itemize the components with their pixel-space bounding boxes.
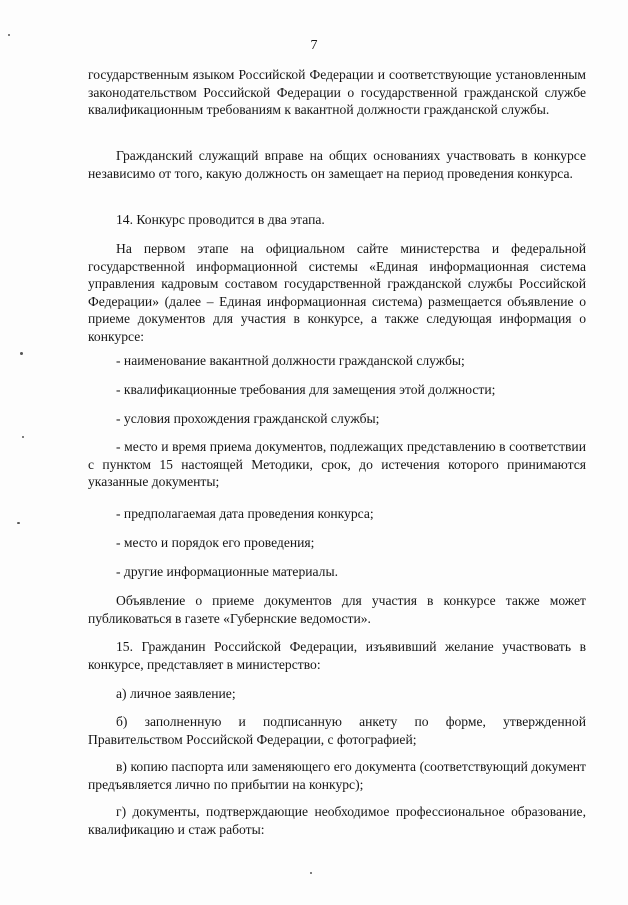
scan-speck	[310, 872, 312, 874]
list-item-contest-date: - предполагаемая дата проведения конкурса;	[116, 506, 374, 521]
scan-speck	[22, 436, 24, 438]
scan-speck	[8, 34, 10, 36]
page-number: 7	[310, 38, 318, 53]
list-item-place-and-procedure: - место и порядок его проведения;	[116, 535, 315, 550]
list-item-place-and-time: - место и время приема документов, подлежащих представлению в соответствии с пунктом 15 настоящей Методики, срок, до истечения которого принимаются указанные документы;	[88, 439, 586, 490]
paragraph-14: 14. Конкурс проводится в два этапа.	[116, 212, 325, 227]
paragraph-continuation: государственным языком Российской Федерации и соответствующие установленным законодательством Российской Федерации о государственной гражданской службе квалификационным требованиям к вакантной должности гражданской службы.	[88, 67, 586, 118]
list-item-g: г) документы, подтверждающие необходимое профессиональное образование, квалификацию и стаж работы:	[88, 804, 586, 837]
list-item-v: в) копию паспорта или заменяющего его документа (соответствующий документ предъявляется лично по прибытии на конкурс);	[88, 759, 586, 792]
list-item-qualification: - квалификационные требования для замещения этой должности;	[116, 382, 496, 397]
scan-speck	[20, 352, 23, 355]
paragraph-newspaper: Объявление о приеме документов для участия в конкурсе также может публиковаться в газете «Губернские ведомости».	[88, 593, 586, 626]
scan-speck	[17, 522, 20, 524]
paragraph-civil-servant-right: Гражданский служащий вправе на общих основаниях участвовать в конкурсе независимо от того, какую должность он замещает на период проведения конкурса.	[88, 148, 586, 181]
paragraph-first-stage: На первом этапе на официальном сайте министерства и федеральной государственной информационной системы «Единая информационная система управления кадровым составом государственной гражданской службы Российской Федерации» (далее – Единая информационная система) размещается объявление о приеме документов для участия в конкурсе, а также следующая информация о конкурсе:	[88, 241, 586, 344]
list-item-a: а) личное заявление;	[116, 686, 236, 701]
paragraph-15: 15. Гражданин Российской Федерации, изъявивший желание участвовать в конкурсе, представляет в министерство:	[88, 639, 586, 672]
list-item-other-materials: - другие информационные материалы.	[116, 564, 338, 579]
list-item-b: б) заполненную и подписанную анкету по форме, утвержденной Правительством Российской Федерации, с фотографией;	[88, 714, 586, 747]
list-item-service-conditions: - условия прохождения гражданской службы;	[116, 411, 380, 426]
list-item-vacancy-name: - наименование вакантной должности гражданской службы;	[116, 353, 465, 368]
